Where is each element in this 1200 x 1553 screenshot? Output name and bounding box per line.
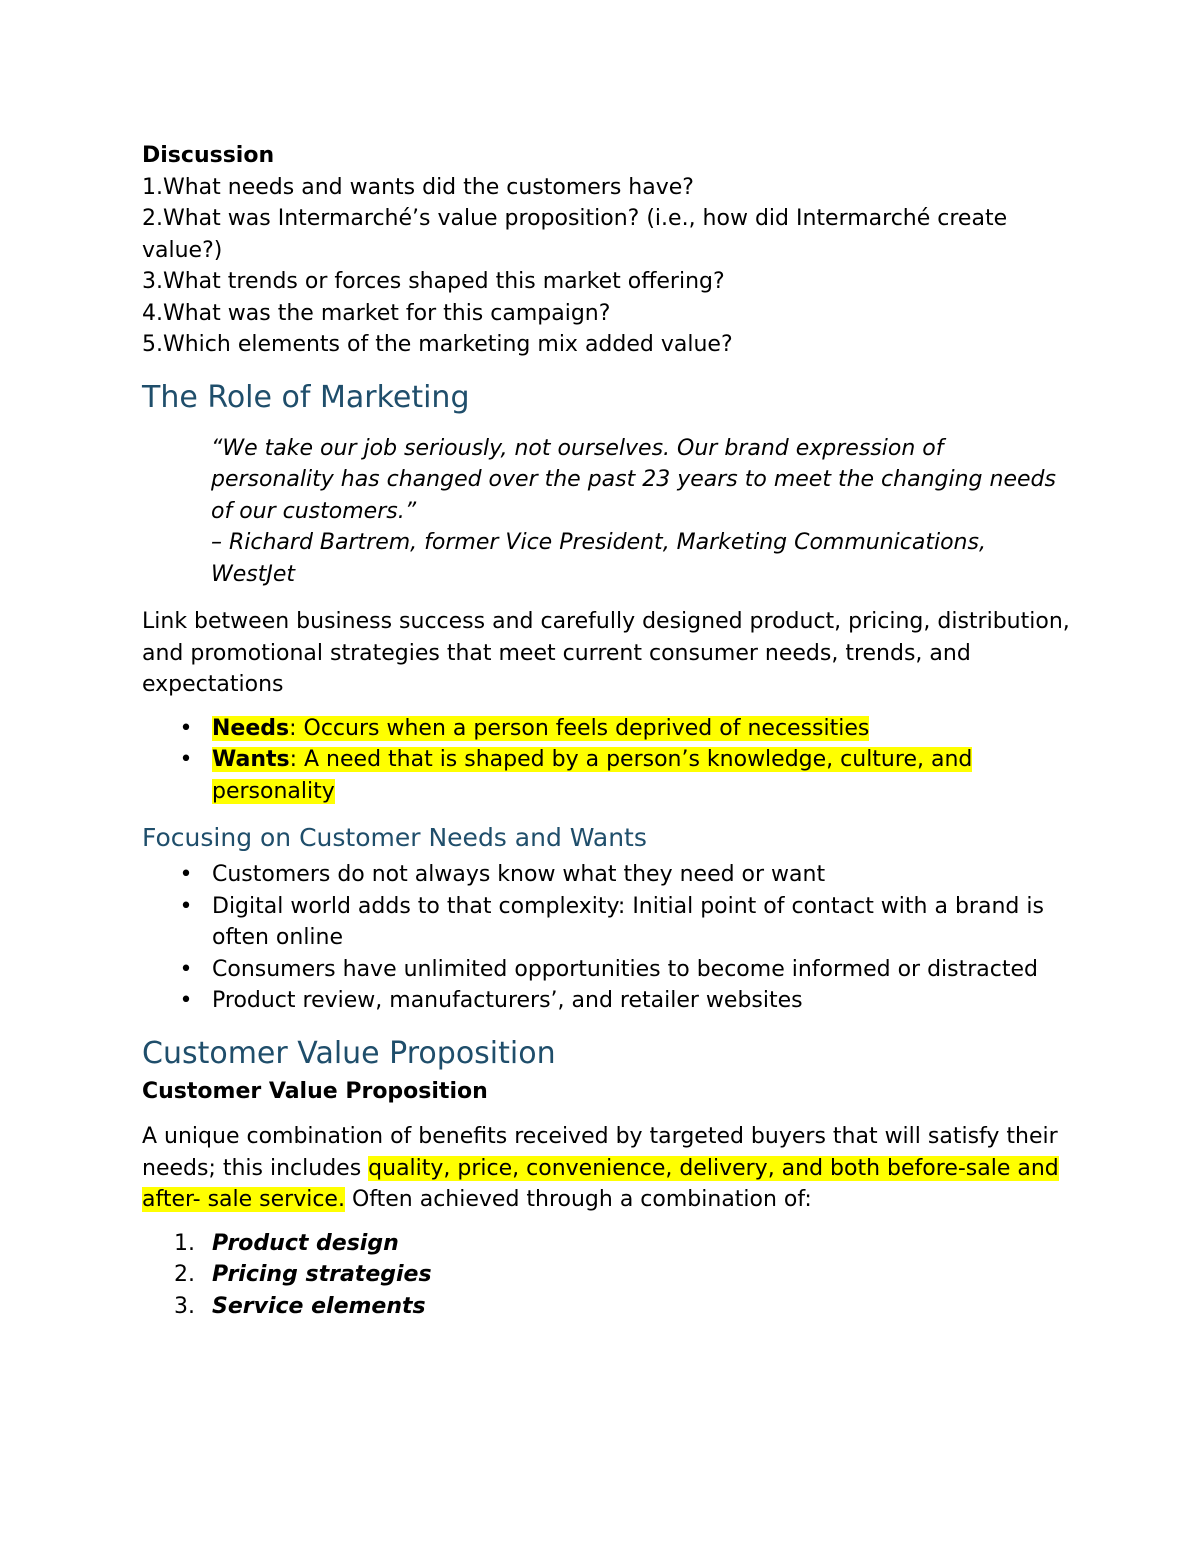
- cvp-list: [142, 1228, 1072, 1323]
- focusing-heading: Focusing on Customer Needs and Wants: [142, 823, 647, 852]
- bullet-icon: •: [179, 747, 193, 772]
- cvp-paragraph-end: Often achieved through a combination of:: [344, 1187, 812, 1212]
- list-item-text: Customers do not always know what they need or want: [212, 862, 826, 887]
- discussion-question: 1.What needs and wants did the customers have?: [142, 174, 694, 200]
- definition-term: Needs: [212, 715, 290, 741]
- list-number: 2.: [174, 1262, 195, 1287]
- discussion-heading: Discussion: [142, 143, 275, 168]
- list-item: [142, 1228, 1072, 1260]
- discussion-question: 5.Which elements of the marketing mix added value?: [142, 332, 733, 357]
- list-item-text: Pricing strategies: [212, 1262, 432, 1287]
- quote-block: [211, 433, 1072, 591]
- list-item: [142, 1291, 1072, 1323]
- discussion-question: 3.What trends or forces shaped this market offering?: [142, 269, 725, 294]
- bullet-icon: •: [179, 862, 193, 887]
- role-of-marketing-heading: The Role of Marketing: [142, 379, 470, 415]
- discussion-question: 4.What was the market for this campaign?: [142, 300, 611, 326]
- list-item-text: Digital world adds to that complexity: Initial point of contact with a brand is often online: [212, 893, 1044, 950]
- list-item-text: Service elements: [212, 1293, 426, 1319]
- list-item: [142, 859, 1072, 891]
- cvp-subheading: Customer Value Proposition: [142, 1078, 488, 1104]
- list-item: [142, 891, 1072, 954]
- cvp-paragraph: [142, 1121, 1072, 1216]
- list-item: [142, 1259, 1072, 1291]
- list-number: 3.: [174, 1293, 195, 1319]
- list-item: [142, 985, 1072, 1017]
- bullet-icon: •: [179, 988, 193, 1013]
- bullet-icon: •: [179, 956, 193, 982]
- highlighted-text: [212, 716, 869, 741]
- highlighted-text: [212, 747, 972, 804]
- definition-term: Wants: [212, 747, 290, 772]
- quote-attribution: – Richard Bartrem, former Vice President, Marketing Communications, WestJet: [211, 530, 986, 587]
- bullet-icon: •: [179, 715, 193, 741]
- list-item: [142, 744, 1072, 807]
- highlighted-text: quality, price, convenience, delivery, and both before-sale and after- sale service.: [142, 1155, 1059, 1212]
- bullet-icon: •: [179, 893, 193, 919]
- list-item: [142, 713, 1072, 745]
- definition-text: : Occurs when a person feels deprived of necessities: [289, 715, 870, 741]
- list-item-text: Product design: [212, 1230, 399, 1256]
- definitions-list: [142, 713, 1072, 808]
- cvp-heading: Customer Value Proposition: [142, 1035, 556, 1071]
- discussion-questions: [142, 172, 1072, 361]
- list-item-text: Product review, manufacturers’, and retailer websites: [212, 988, 803, 1013]
- definition-text: : A need that is shaped by a person’s knowledge, culture, and personality: [212, 747, 973, 804]
- role-paragraph: Link between business success and carefully designed product, pricing, distribution, and promotional strategies that meet current consumer needs, trends, and expectations: [142, 609, 1070, 697]
- list-item-text: Consumers have unlimited opportunities to become informed or distracted: [212, 956, 1038, 982]
- discussion-question: 2.What was Intermarché’s value proposition? (i.e., how did Intermarché create value?): [142, 206, 1008, 263]
- cvp-paragraph-start: A unique combination of benefits received by targeted buyers that will satisfy their needs; this includes: [142, 1124, 1058, 1181]
- focusing-list: [142, 859, 1072, 1017]
- quote-text: “We take our job seriously, not ourselves. Our brand expression of personality has changed over the past 23 years to meet the changing needs of our customers.”: [211, 435, 1056, 524]
- list-number: 1.: [174, 1230, 195, 1256]
- list-item: [142, 954, 1072, 986]
- document-body: [142, 140, 1072, 1322]
